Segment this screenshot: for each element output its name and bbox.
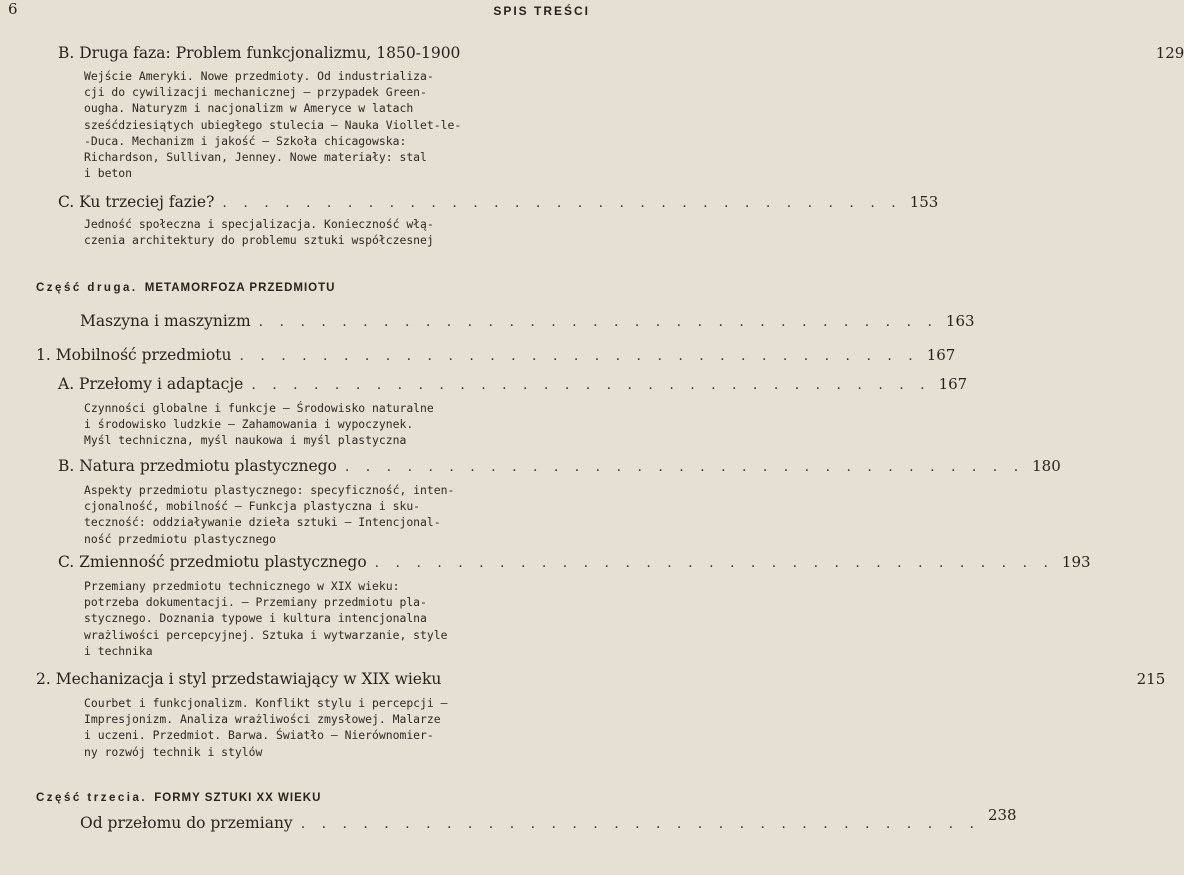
- toc-entry-druga-faza[interactable]: [58, 44, 1184, 62]
- entry-page: 167: [938, 375, 968, 393]
- entry-page: 180: [1032, 457, 1061, 475]
- toc-entry-natura[interactable]: [58, 457, 1061, 475]
- entry-page: 163: [945, 312, 975, 330]
- entry-label: C. Zmienność przedmiotu plastycznego: [58, 553, 367, 571]
- entry-page: 129: [1155, 44, 1184, 62]
- entry-description: Courbet i funkcjonalizm. Konflikt stylu i percepcji — Impresjonizm. Analiza wrażliwości zmysłowej. Malarze i uczeni. Przedmiot. Barwa. Światło — Nierównomier- ny rozwój technik i stylów: [84, 696, 448, 759]
- toc-entry-przelomy[interactable]: [58, 375, 968, 393]
- leader-dots: . . . . . . . . . . . . . . . . . . . . . . . . . . . . . . . . .: [344, 459, 1025, 475]
- entry-page: 215: [1136, 670, 1166, 688]
- toc-entry-mechanizacja[interactable]: [36, 670, 1166, 688]
- leader-dots: . . . . . . . . . . . . . . . . . . . . . . . . . . . . . . . . .: [374, 555, 1054, 571]
- entry-page: 167: [926, 346, 956, 364]
- entry-label: B. Natura przedmiotu plastycznego: [58, 457, 337, 475]
- entry-page: 153: [909, 193, 939, 211]
- leader-dots: . . . . . . . . . . . . . . . . . . . . . . . . . . . . . . . . .: [300, 816, 980, 832]
- toc-entry-maszyna[interactable]: [80, 312, 975, 330]
- toc-entry-mobilnosc[interactable]: [36, 346, 956, 364]
- entry-description: Aspekty przedmiotu plastycznego: specyficzność, inten- cjonalność, mobilność — Funkcja plastyczna i sku- teczność: oddziaływanie dzieła sztuki — Intencjonal- ność przedmiotu plastycznego: [84, 483, 455, 546]
- toc-entry-trzecia-faza[interactable]: [58, 193, 939, 211]
- part-heading-trzecia: Część trzecia. FORMY SZTUKI XX WIEKU: [36, 792, 322, 804]
- page-number: 6: [8, 0, 18, 18]
- entry-label: B. Druga faza: Problem funkcjonalizmu, 1850-1900: [58, 44, 461, 62]
- entry-label: 2. Mechanizacja i styl przedstawiający w XIX wieku: [36, 670, 442, 688]
- leader-dots: . . . . . . . . . . . . . . . . . . . . . . . . . . . . . . . . .: [258, 314, 938, 330]
- running-header: SPIS TREŚCI: [493, 4, 590, 18]
- entry-page: 193: [1061, 553, 1091, 571]
- leader-dots: . . . . . . . . . . . . . . . . . . . . . . . . . . . . . . . . .: [239, 348, 919, 364]
- part-heading-druga: Część druga. METAMORFOZA PRZEDMIOTU: [36, 282, 336, 294]
- entry-label: Od przełomu do przemiany: [80, 814, 293, 832]
- entry-description: Wejście Ameryki. Nowe przedmioty. Od industrializa- cji do cywilizacji mechanicznej — przypadek Green- ougha. Naturyzm i nacjonalizm w Ameryce w latach sześćdziesiątych ubiegłego stulecia — Nauka Viollet-le- -Duca. Mechanizm i jakość — Szkoła chicagowska: Richardson, Sullivan, Jenney. Nowe materiały: stal i beton: [84, 69, 462, 181]
- leader-dots: . . . . . . . . . . . . . . . . . . . . . . . . . . . . . . . . .: [251, 377, 931, 393]
- entry-description: Czynności globalne i funkcje — Środowisko naturalne i środowisko ludzkie — Zahamowania i wypoczynek. Myśl techniczna, myśl naukowa i myśl plastyczna: [84, 401, 434, 448]
- entry-label: C. Ku trzeciej fazie?: [58, 193, 215, 211]
- entry-label: 1. Mobilność przedmiotu: [36, 346, 232, 364]
- entry-label: A. Przełomy i adaptacje: [58, 375, 244, 393]
- toc-entry-zmiennosc[interactable]: [58, 553, 1091, 571]
- entry-description: Przemiany przedmiotu technicznego w XIX wieku: potrzeba dokumentacji. — Przemiany przedmiotu pla- stycznego. Doznania typowe i kultura intencjonalna wrażliwości percepcyjnej. Sztuka i wytwarzanie, style i technika: [84, 579, 448, 658]
- entry-page: 238: [987, 806, 1017, 824]
- leader-dots: . . . . . . . . . . . . . . . . . . . . . . . . . . . . . . . . .: [222, 195, 902, 211]
- toc-entry-przelom[interactable]: [80, 806, 1017, 832]
- entry-description: Jedność społeczna i specjalizacja. Konieczność włą- czenia architektury do problemu sztuki współczesnej: [84, 217, 434, 248]
- entry-label: Maszyna i maszynizm: [80, 312, 251, 330]
